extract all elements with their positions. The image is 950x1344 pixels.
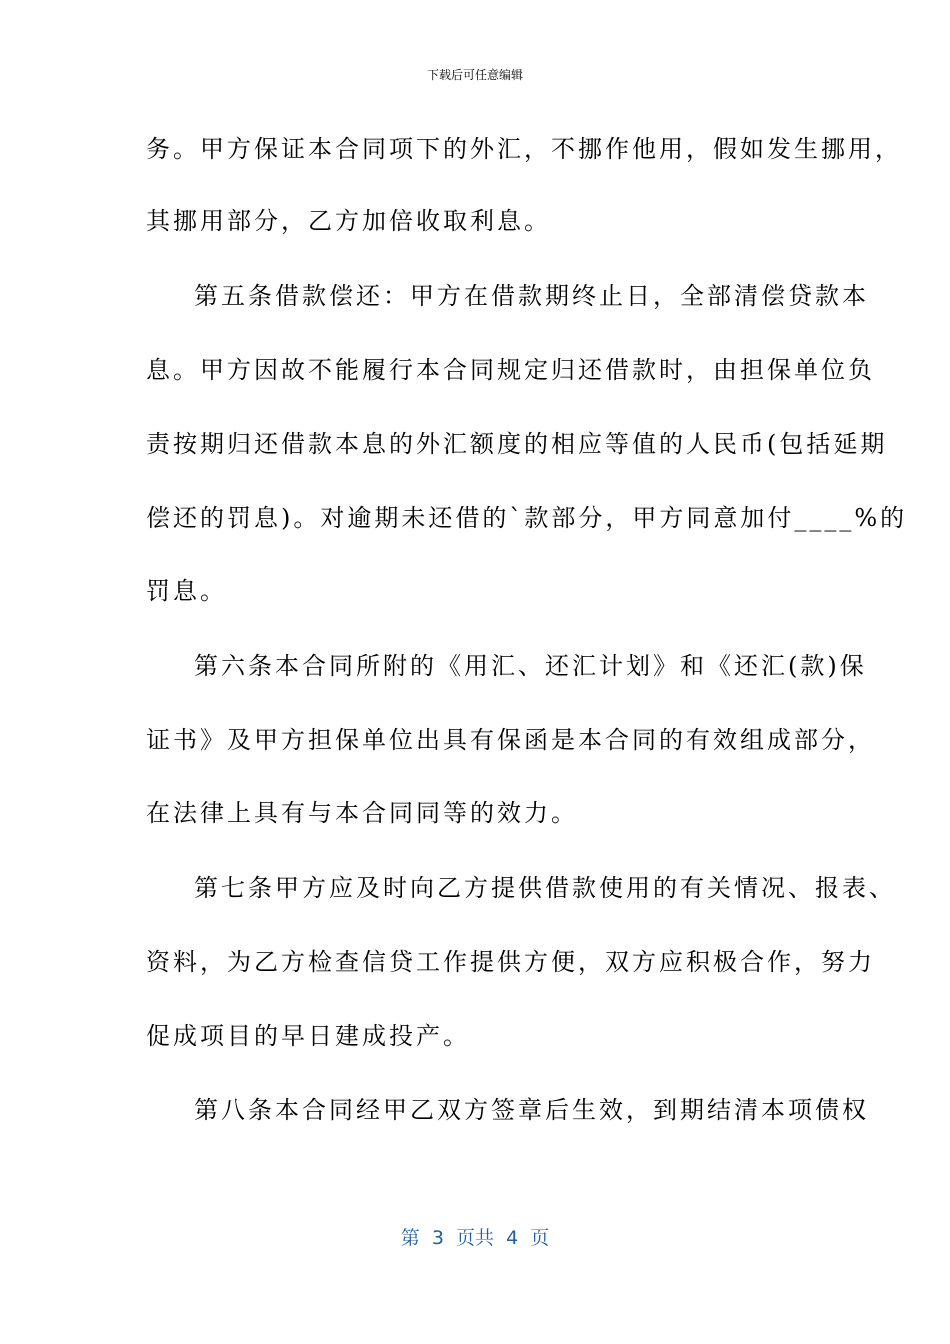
page-header: 下载后可任意编辑	[426, 68, 523, 82]
text-line: 罚息。	[146, 577, 227, 605]
paragraph-start-article-5: 第五条借款偿还：甲方在借款期终止日，全部清偿贷款本	[194, 282, 869, 310]
paragraph-start-article-6: 第六条本合同所附的《用汇、还汇计划》和《还汇(款)保	[194, 652, 867, 680]
page-number-footer: 第 3 页共 4 页	[400, 1227, 550, 1249]
text-line: 在法律上具有与本合同同等的效力。	[146, 799, 578, 827]
text-line: 偿还的罚息)。对逾期未还借的`款部分，甲方同意加付____%的	[146, 504, 908, 532]
text-line: 务。甲方保证本合同项下的外汇，不挪作他用，假如发生挪用，	[146, 135, 902, 163]
paragraph-start-article-8: 第八条本合同经甲乙双方签章后生效，到期结清本项债权	[194, 1096, 869, 1124]
paragraph-start-article-7: 第七条甲方应及时向乙方提供借款使用的有关情况、报表、	[194, 874, 896, 902]
text-line: 其挪用部分，乙方加倍收取利息。	[146, 207, 551, 235]
text-line: 证书》及甲方担保单位出具有保函是本合同的有效组成部分，	[146, 726, 875, 754]
text-line: 促成项目的早日建成投产。	[146, 1022, 470, 1050]
text-line: 息。甲方因故不能履行本合同规定归还借款时，由担保单位负	[146, 356, 875, 384]
text-line: 资料，为乙方检查信贷工作提供方便，双方应积极合作，努力	[146, 948, 875, 976]
text-line: 责按期归还借款本息的外汇额度的相应等值的人民币(包括延期	[146, 430, 888, 458]
